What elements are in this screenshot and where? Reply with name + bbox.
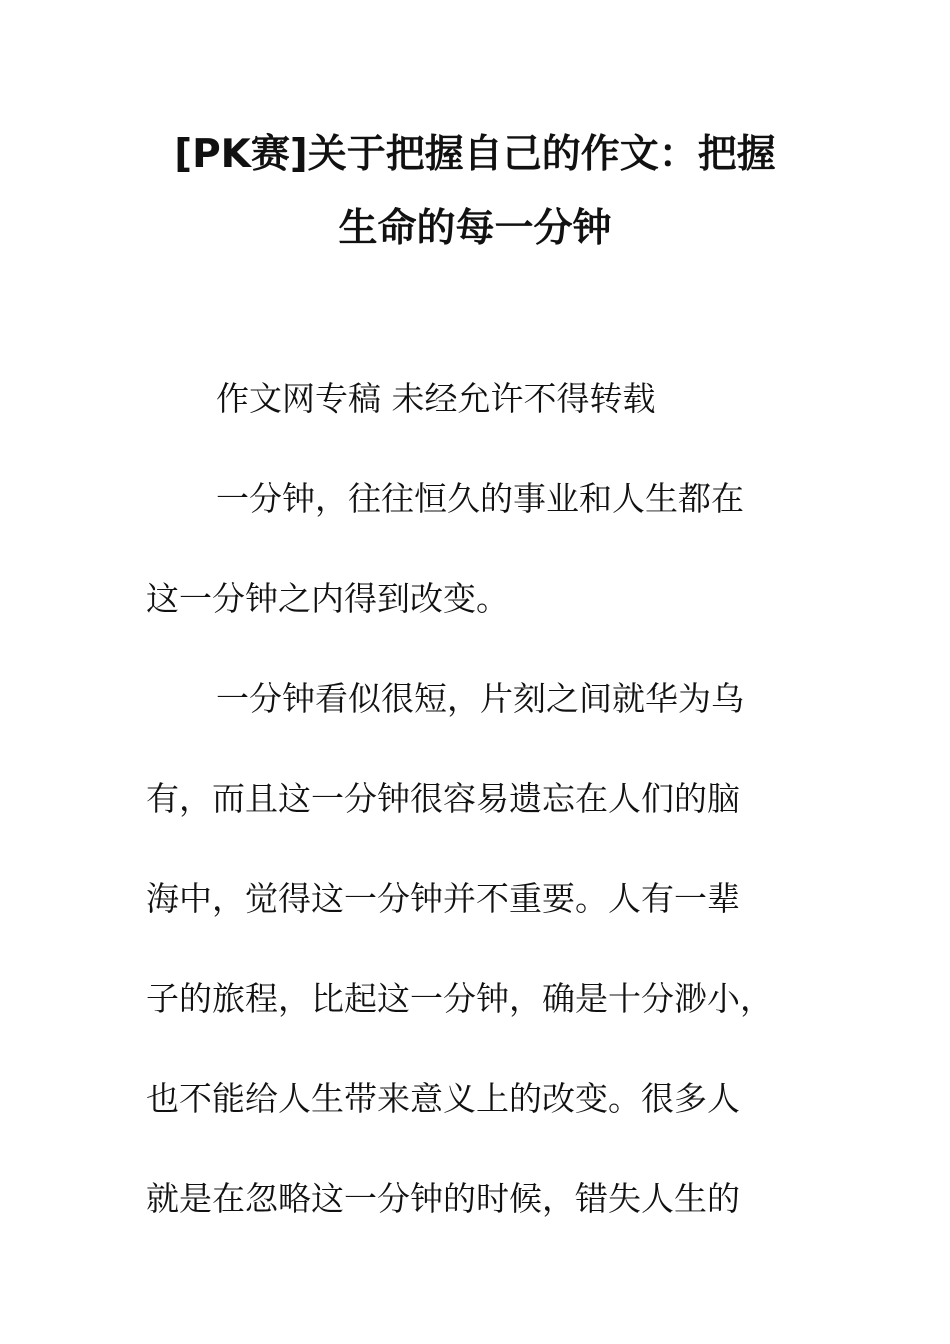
document-title <box>100 118 850 266</box>
text-line: 就是在忽略这一分钟的时候，错失人生的 <box>146 1179 740 1218</box>
text-line: 也不能给人生带来意义上的改变。很多人 <box>146 1079 740 1118</box>
text-line: 这一分钟之内得到改变。 <box>146 579 509 618</box>
text-line: 一分钟，往往恒久的事业和人生都在 <box>216 479 744 518</box>
title-line-1: [PK赛]关于把握自己的作文：把握 <box>174 132 776 177</box>
text-line: 子的旅程，比起这一分钟，确是十分渺小， <box>146 979 773 1018</box>
title-line-2: 生命的每一分钟 <box>338 206 612 251</box>
text-line: 有，而且这一分钟很容易遗忘在人们的脑 <box>146 779 740 818</box>
text-line: 一分钟看似很短，片刻之间就华为乌 <box>216 679 744 718</box>
text-line: 作文网专稿 未经允许不得转载 <box>216 379 656 418</box>
text-line: 海中，觉得这一分钟并不重要。人有一辈 <box>146 879 740 918</box>
